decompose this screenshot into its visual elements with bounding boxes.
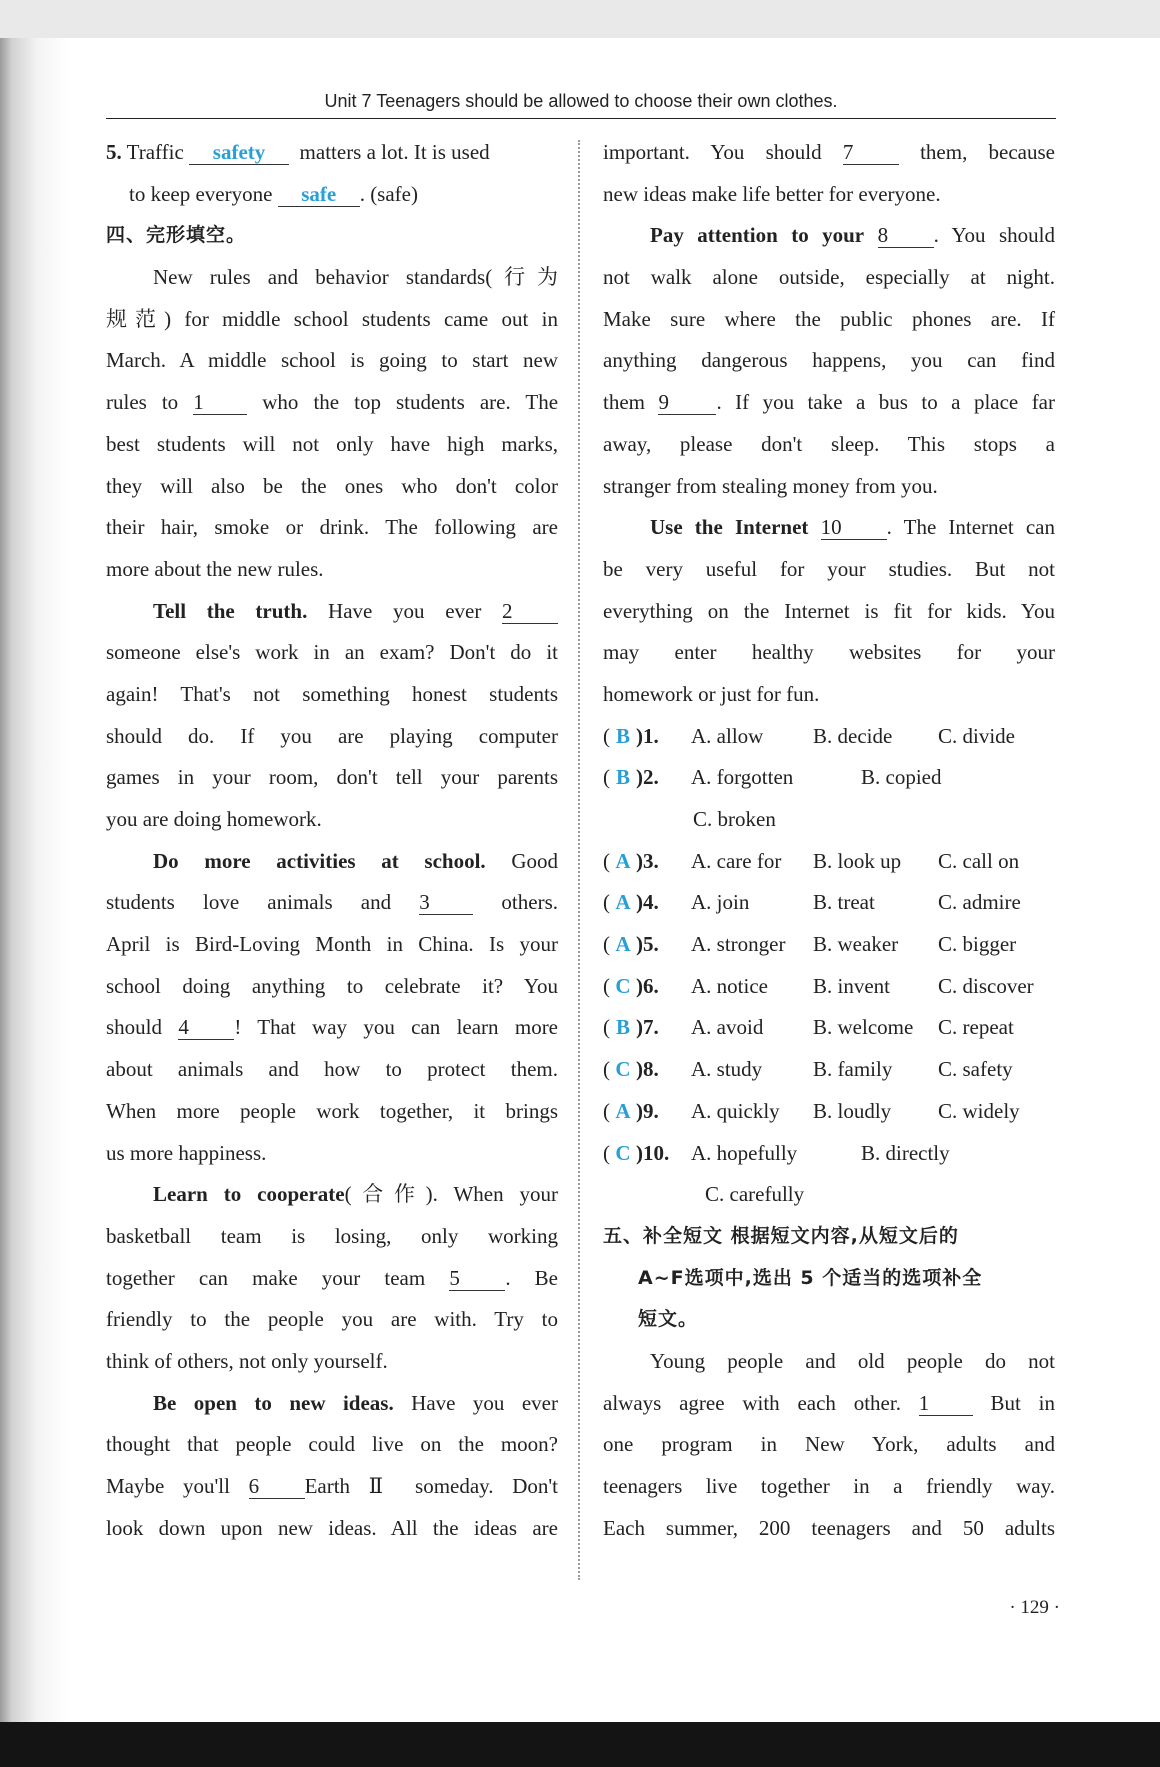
blank-6[interactable]: 6 bbox=[249, 1474, 305, 1499]
text-line: 规范) for middle school students came out in bbox=[106, 306, 558, 331]
text-line: basketball team is losing, only working bbox=[106, 1223, 558, 1248]
section-title-passage: 五、补全短文 根据短文内容,从短文后的 bbox=[603, 1224, 959, 1247]
text-line: should 4 ! That way you can learn more bbox=[106, 1015, 559, 1040]
text-line: Tell the truth. Have you ever 2 bbox=[106, 591, 558, 633]
page-number: · 129 · bbox=[1009, 1597, 1060, 1618]
option-row-2: ( B )2. A. forgotten B. copied bbox=[603, 757, 1055, 799]
text-line: be very useful for your studies. But not bbox=[603, 556, 1055, 581]
blank-passage-1[interactable]: 1 bbox=[919, 1391, 973, 1416]
section-title-passage-line-3: 短文。 bbox=[638, 1308, 699, 1331]
text-line: school doing anything to celebrate it? You bbox=[106, 973, 558, 998]
text-line: one program in New York, adults and bbox=[603, 1432, 1055, 1457]
text-line: someone else's work in an exam? Don't do it bbox=[106, 640, 558, 665]
answer-choice: A bbox=[615, 848, 631, 873]
text-line: students love animals and 3 others. bbox=[106, 890, 558, 915]
text-line: more about the new rules. bbox=[106, 556, 324, 581]
text-line: may enter healthy websites for your bbox=[603, 640, 1055, 665]
text-line: friendly to the people you are with. Try to bbox=[106, 1307, 558, 1332]
text-line: Be open to new ideas. Have you ever bbox=[153, 1390, 558, 1415]
subheading: Be open to new ideas. bbox=[153, 1390, 394, 1415]
header-rule bbox=[106, 118, 1056, 119]
option-row-2-cont: C. broken bbox=[693, 807, 776, 831]
question-5-line-1: 5. Traffic safety matters a lot. It is used bbox=[106, 140, 490, 164]
text-line: homework or just for fun. bbox=[603, 681, 820, 706]
blank-1[interactable]: 1 bbox=[193, 390, 247, 415]
answer-choice: C bbox=[615, 1140, 631, 1165]
blank-7[interactable]: 7 bbox=[843, 140, 899, 165]
text-line: best students will not only have high marks, bbox=[106, 431, 558, 456]
left-column bbox=[106, 132, 558, 1549]
text-line: look down upon new ideas. All the ideas are bbox=[106, 1515, 558, 1540]
question-5-line-2: to keep everyone safe . (safe) bbox=[129, 181, 418, 206]
text-line: Pay attention to your 8 . You should bbox=[650, 223, 1055, 248]
option-row-10: ( C )10. A. hopefully B. directly bbox=[603, 1133, 1055, 1175]
text-line: games in your room, don't tell your parents bbox=[106, 765, 558, 790]
text-line: When more people work together, it brings bbox=[106, 1098, 558, 1123]
option-row-7: ( B )7. A. avoid B. welcome C. repeat bbox=[603, 1007, 1055, 1049]
subheading: Pay attention to your bbox=[650, 223, 865, 248]
text-line: their hair, smoke or drink. The following are bbox=[106, 515, 558, 540]
text-line: together can make your team 5 . Be bbox=[106, 1265, 559, 1290]
text-line: Each summer, 200 teenagers and 50 adults bbox=[603, 1515, 1055, 1540]
text-line: always agree with each other. 1 But in bbox=[603, 1390, 1056, 1415]
text-line: not walk alone outside, especially at night. bbox=[603, 265, 1055, 290]
text-line: away, please don't sleep. This stops a bbox=[603, 431, 1055, 456]
text-line: New rules and behavior standards(行为 bbox=[153, 265, 558, 290]
text-line: rules to 1 who the top students are. The bbox=[106, 390, 559, 415]
answer-choice: B bbox=[615, 765, 630, 790]
option-row-9: ( A )9. A. quickly B. loudly C. widely bbox=[603, 1091, 1055, 1133]
subheading: Learn to cooperate bbox=[153, 1182, 345, 1207]
column-divider bbox=[578, 140, 580, 1580]
text-line: anything dangerous happens, you can find bbox=[603, 348, 1055, 373]
page-header: Unit 7 Teenagers should be allowed to choose their own clothes. bbox=[324, 91, 838, 111]
option-row-3: ( A )3. A. care for B. look up C. call on bbox=[603, 841, 1055, 883]
option-row-8: ( C )8. A. study B. family C. safety bbox=[603, 1049, 1055, 1091]
answer-choice: A bbox=[615, 1098, 631, 1123]
section-title-passage-line-2: A~F选项中,选出 5 个适当的选项补全 bbox=[638, 1266, 983, 1289]
option-row-4: ( A )4. A. join B. treat C. admire bbox=[603, 882, 1055, 924]
text-line: Make sure where the public phones are. If bbox=[603, 306, 1055, 331]
text-line: April is Bird-Loving Month in China. Is your bbox=[106, 932, 558, 957]
option-row-5: ( A )5. A. stronger B. weaker C. bigger bbox=[603, 924, 1055, 966]
text-line: Use the Internet 10 . The Internet can bbox=[650, 515, 1055, 540]
option-row-1: ( B )1. A. allow B. decide C. divide bbox=[603, 716, 1055, 758]
text-line: think of others, not only yourself. bbox=[106, 1348, 388, 1373]
blank-4[interactable]: 4 bbox=[178, 1015, 234, 1040]
text-line: Young people and old people do not bbox=[650, 1348, 1055, 1373]
answer-blank[interactable]: safe bbox=[278, 182, 360, 207]
text-line: Do more activities at school. Good bbox=[153, 848, 558, 873]
answer-choice: C bbox=[615, 973, 631, 998]
text-line: about animals and how to protect them. bbox=[106, 1057, 558, 1082]
subheading: Use the Internet bbox=[650, 515, 809, 540]
blank-10[interactable]: 10 bbox=[821, 515, 887, 540]
text-line: them 9 . If you take a bus to a place far bbox=[603, 390, 1055, 415]
answer-choice: C bbox=[615, 1057, 631, 1082]
right-column bbox=[603, 132, 1055, 1549]
answer-choice: A bbox=[615, 890, 631, 915]
text-line: you are doing homework. bbox=[106, 807, 322, 831]
answer-blank[interactable]: safety bbox=[189, 140, 289, 165]
text-line: they will also be the ones who don't color bbox=[106, 473, 558, 498]
text-line: new ideas make life better for everyone. bbox=[603, 181, 941, 206]
subheading: Do more activities at school. bbox=[153, 848, 486, 873]
answer-choice: B bbox=[615, 1015, 630, 1040]
blank-5[interactable]: 5 bbox=[449, 1266, 505, 1291]
section-title-cloze: 四、完形填空。 bbox=[106, 224, 247, 247]
text-line: should do. If you are playing computer bbox=[106, 723, 558, 748]
blank-8[interactable]: 8 bbox=[878, 223, 934, 248]
answer-choice: A bbox=[615, 932, 631, 957]
top-bar bbox=[0, 0, 1160, 38]
text-line: again! That's not something honest students bbox=[106, 681, 558, 706]
text-line: teenagers live together in a friendly way. bbox=[603, 1474, 1055, 1498]
text-line: Learn to cooperate(合作). When your bbox=[153, 1182, 558, 1207]
blank-2[interactable]: 2 bbox=[502, 599, 558, 624]
text-line: March. A middle school is going to start new bbox=[106, 348, 558, 373]
answer-choice: B bbox=[615, 723, 630, 748]
text-line: everything on the Internet is fit for kids. You bbox=[603, 598, 1055, 623]
text-line: stranger from stealing money from you. bbox=[603, 473, 938, 498]
blank-9[interactable]: 9 bbox=[658, 390, 716, 415]
text-line: thought that people could live on the moon? bbox=[106, 1432, 558, 1457]
text-line: us more happiness. bbox=[106, 1140, 267, 1165]
bottom-bar bbox=[0, 1722, 1160, 1767]
option-row-10-cont: C. carefully bbox=[705, 1182, 805, 1207]
blank-3[interactable]: 3 bbox=[419, 890, 473, 915]
option-row-6: ( C )6. A. notice B. invent C. discover bbox=[603, 966, 1055, 1008]
text-line: Maybe you'll 6 Earth Ⅱ someday. Don't bbox=[106, 1474, 558, 1498]
subheading: Tell the truth. bbox=[153, 598, 308, 623]
text-line: important. You should 7 them, because bbox=[603, 140, 1055, 164]
